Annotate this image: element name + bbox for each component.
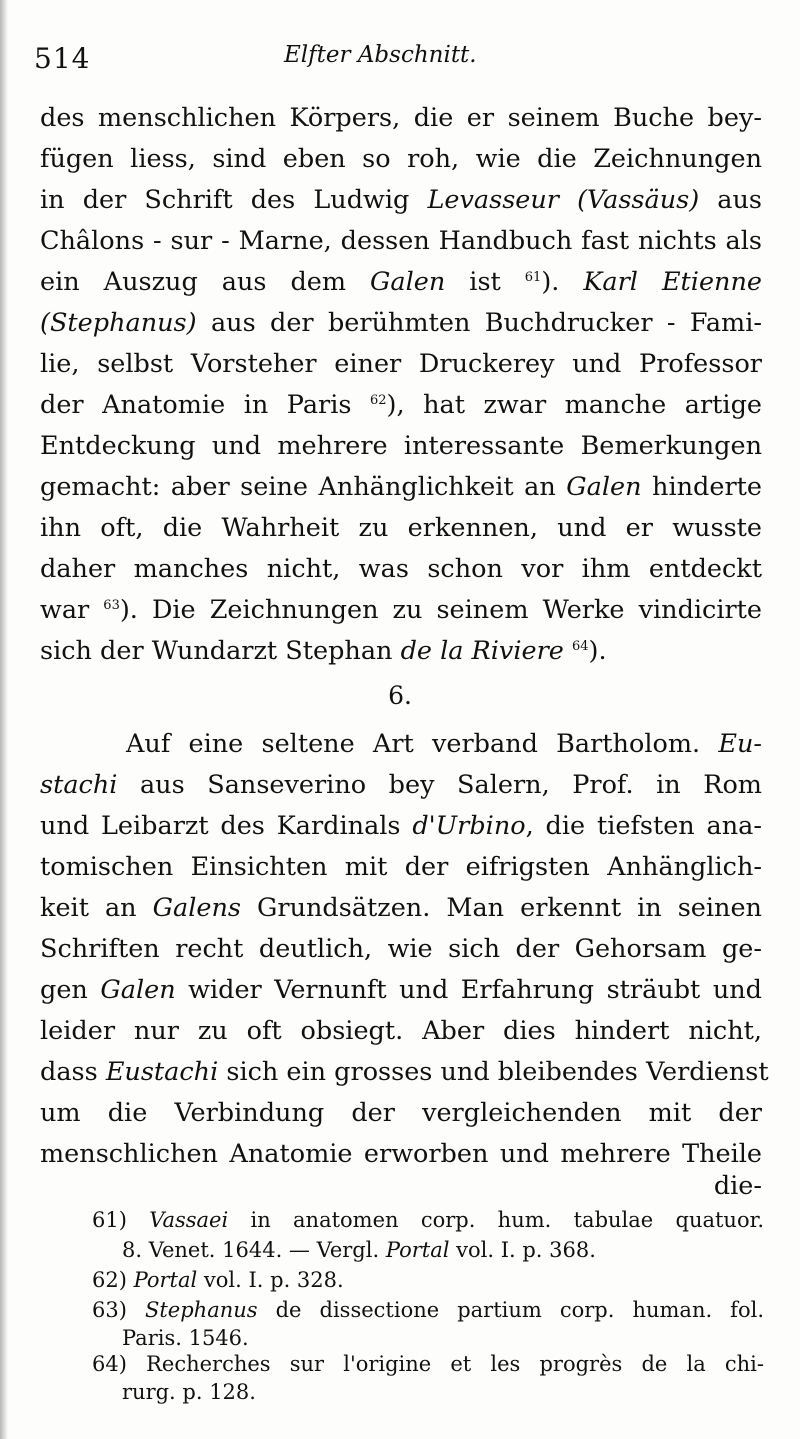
- footnote-line: Paris. 1546.: [122, 1326, 249, 1350]
- italic-text: Portal: [385, 1238, 450, 1262]
- text-line: menschlichen Anatomie erworben und mehrere Theile: [40, 1139, 762, 1169]
- text-line: sich der Wundarzt Stephan de la Riviere $^{64}$).: [40, 636, 607, 666]
- page-header: [34, 36, 766, 76]
- footnote-line: 62) Portal vol. I. p. 328.: [92, 1268, 344, 1292]
- italic-text: d'Urbino: [412, 811, 526, 841]
- text-line: stachi aus Sanseverino bey Salern, Prof. in Rom: [40, 770, 762, 800]
- running-head: Elfter Abschnitt.: [284, 42, 477, 68]
- footnote-line: 61) Vassaei in anatomen corp. hum. tabulae quatuor.: [92, 1208, 764, 1232]
- text-line: und Leibarzt des Kardinals d'Urbino, die tiefsten ana-: [40, 811, 762, 841]
- text-line: der Anatomie in Paris $^{62}$), hat zwar manche artige: [40, 390, 762, 420]
- footnote-ref: 63: [103, 598, 120, 613]
- italic-text: stachi: [40, 770, 118, 800]
- text-line: um die Verbindung der vergleichenden mit der: [40, 1098, 762, 1128]
- text-line: Schriften recht deutlich, wie sich der Gehorsam ge-: [40, 934, 762, 964]
- text-line: (Stephanus) aus der berühmten Buchdrucker - Fami-: [40, 308, 762, 338]
- text-line: Entdeckung und mehrere interessante Bemerkungen: [40, 431, 762, 461]
- text-line: gen Galen wider Vernunft und Erfahrung sträubt und: [40, 975, 762, 1005]
- text-line: Châlons - sur - Marne, dessen Handbuch fast nichts als: [40, 226, 762, 256]
- italic-text: (Vassäus): [577, 185, 700, 215]
- text-line: ihn oft, die Wahrheit zu erkennen, und er wusste: [40, 513, 762, 543]
- text-line: in der Schrift des Ludwig Levasseur (Vassäus) aus: [40, 185, 763, 215]
- text-line: fügen liess, sind eben so roh, wie die Zeichnungen: [40, 144, 762, 174]
- text-line: leider nur zu oft obsiegt. Aber dies hindert nicht,: [40, 1016, 762, 1046]
- text-line: ein Auszug aus dem Galen ist $^{61}$). Karl Etienne: [40, 267, 762, 297]
- section-number: 6.: [388, 681, 412, 710]
- text-line: dass Eustachi sich ein grosses und bleibendes Verdienst: [40, 1057, 769, 1087]
- footnote-line: 63) Stephanus de dissectione partium corp. human. fol.: [92, 1298, 764, 1322]
- italic-text: Galen: [566, 472, 642, 502]
- page-edge-shadow: [0, 0, 8, 1439]
- italic-text: Stephanus: [144, 1298, 258, 1322]
- italic-text: Galens: [152, 893, 241, 923]
- footnote-ref: 61: [524, 270, 542, 285]
- text-line: des menschlichen Körpers, die er seinem Buche bey-: [40, 103, 762, 133]
- footnote-ref: 62: [369, 393, 387, 408]
- italic-text: Portal: [133, 1268, 198, 1292]
- italic-text: Eu-: [718, 729, 762, 759]
- catchword: die-: [713, 1171, 762, 1201]
- italic-text: Galen: [370, 267, 446, 297]
- italic-text: (Stephanus): [40, 308, 197, 338]
- footnote-line: 8. Venet. 1644. — Vergl. Portal vol. I. p. 368.: [122, 1238, 596, 1262]
- text-line: lie, selbst Vorsteher einer Druckerey und Professor: [40, 349, 762, 379]
- text-line: keit an Galens Grundsätzen. Man erkennt in seinen: [40, 893, 762, 923]
- text-line: tomischen Einsichten mit der eifrigsten Anhänglich-: [40, 852, 762, 882]
- page-number: 514: [34, 42, 91, 75]
- text-line: Auf eine seltene Art verband Bartholom. Eu-: [126, 729, 762, 759]
- footnote-line: rurg. p. 128.: [122, 1380, 256, 1404]
- text-line: gemacht: aber seine Anhänglichkeit an Galen hinderte: [40, 472, 762, 502]
- text-line: daher manches nicht, was schon vor ihm entdeckt: [40, 554, 762, 584]
- italic-text: Karl Etienne: [583, 267, 762, 297]
- text-line: war $^{63}$). Die Zeichnungen zu seinem Werke vindicirte: [40, 595, 763, 625]
- italic-text: de la Riviere: [400, 636, 564, 666]
- footnote-ref: 64: [571, 639, 589, 654]
- italic-text: Vassaei: [149, 1208, 229, 1232]
- italic-text: Galen: [100, 975, 176, 1005]
- italic-text: Levasseur: [427, 185, 559, 215]
- footnote-line: 64) Recherches sur l'origine et les progrès de la chi-: [92, 1352, 764, 1376]
- italic-text: Eustachi: [105, 1057, 219, 1087]
